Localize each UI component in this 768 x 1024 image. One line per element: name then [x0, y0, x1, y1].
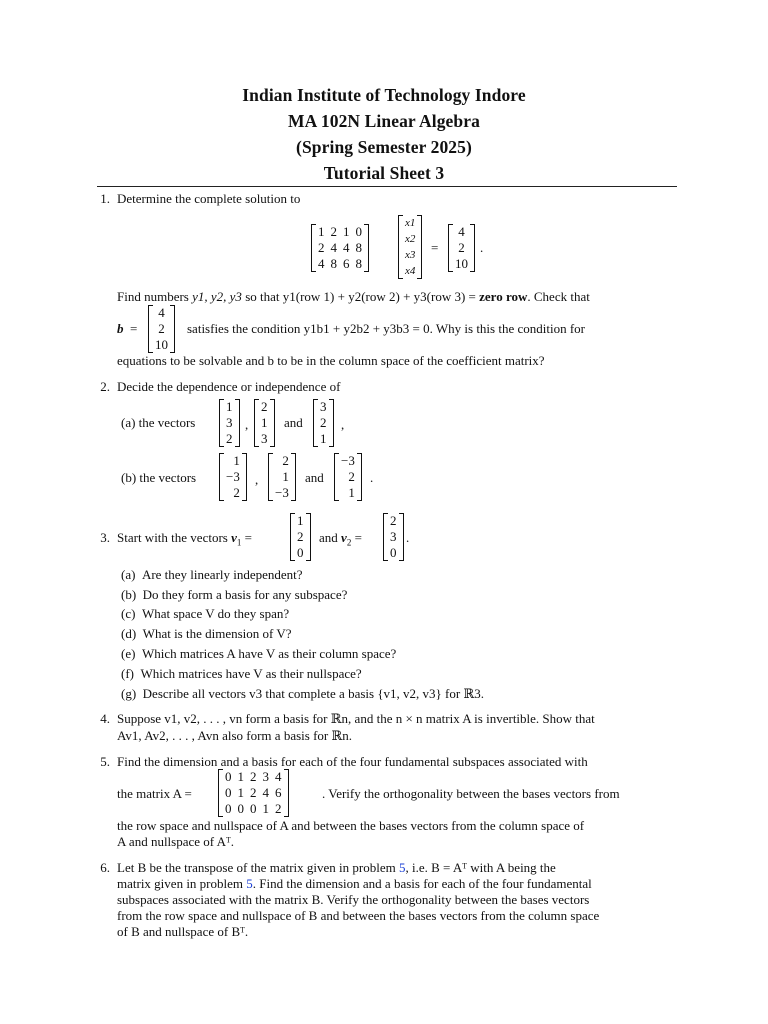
vector-entry: 3	[226, 415, 233, 430]
text-span: Let B be the transpose of the matrix given in problem	[117, 860, 399, 875]
problem-3-number: 3.	[100, 530, 110, 545]
vector-entry: 2	[233, 485, 240, 500]
problem-2b-vector-1	[219, 453, 247, 501]
vector-entry: −3	[341, 453, 355, 468]
problem-5-number: 5.	[100, 754, 110, 769]
equals-sign: =	[431, 240, 439, 255]
matrix-cell: 8	[355, 256, 362, 271]
header-rule	[97, 186, 677, 187]
matrix-cell: 3	[262, 769, 269, 784]
vector-entry: 2	[348, 469, 355, 484]
problem-1-rhs-vector	[448, 224, 475, 272]
comma: ,	[245, 417, 249, 432]
part-text: Are they linearly independent?	[141, 567, 303, 582]
vector-entry: 0	[297, 545, 304, 560]
vector-entry: 2	[320, 415, 327, 430]
matrix-cell: 8	[355, 240, 362, 255]
problem-2-number: 2.	[100, 379, 110, 394]
zero-row-emphasis: zero row	[479, 289, 528, 304]
matrix-cell: 4	[343, 240, 350, 255]
text-span: , i.e. B = Aᵀ with A being the	[405, 860, 556, 875]
problem-6-line-3: subspaces associated with the matrix B. Verify the orthogonality between the bases vectors	[117, 892, 590, 907]
problem-2b-vector-3	[334, 453, 362, 501]
semester: (Spring Semester 2025)	[296, 137, 472, 157]
comma: ,	[255, 472, 259, 487]
part-text: Do they form a basis for any subspace?	[142, 587, 348, 602]
part-text: Describe all vectors v3 that complete a basis {v1, v2, v3} for ℝ3.	[142, 686, 485, 701]
problem-3-part-c	[121, 606, 289, 622]
matrix-cell: 2	[330, 224, 337, 239]
vector-entry: 1	[348, 485, 355, 500]
matrix-cell: 1	[237, 769, 244, 784]
vector-entry: 4	[158, 305, 165, 320]
matrix-cell: 6	[275, 785, 282, 800]
problem-5-after-matrix: . Verify the orthogonality between the bases vectors from	[322, 786, 620, 801]
vector-entry: 1	[297, 513, 304, 528]
matrix-cell: 0	[237, 801, 244, 816]
problem-5-matrix-A	[218, 769, 289, 817]
problem-3-v2	[383, 513, 404, 561]
matrix-cell: 2	[318, 240, 325, 255]
vector-entry: 10	[455, 256, 468, 271]
part-label: (d)	[121, 626, 137, 641]
problem-5-line-4: A and nullspace of Aᵀ.	[117, 834, 234, 849]
vector-entry: 3	[390, 529, 397, 544]
period: .	[480, 240, 484, 255]
problem-2b-vector-2	[268, 453, 296, 501]
problem-2a-label: (a) the vectors	[121, 415, 196, 430]
problem-3-and-v2: and $v_2$ =	[319, 530, 362, 548]
matrix-cell: 2	[250, 769, 257, 784]
problem-4-line-1: Suppose v1, v2, . . . , vn form a basis for ℝn, and the n × n matrix A is invertible. Show that	[117, 711, 595, 726]
part-label: (e)	[121, 646, 136, 661]
vector-entry: 4	[458, 224, 465, 239]
problem-1-line-2: satisfies the condition y1b1 + y2b2 + y3b3 = 0. Why is this the condition for	[187, 321, 585, 336]
matrix-cell: 0	[250, 801, 257, 816]
problem-6-line-5: of B and nullspace of Bᵀ.	[117, 924, 249, 939]
vector-entry: 2	[458, 240, 465, 255]
text-span: . Check that	[527, 289, 590, 304]
vector-entry: 10	[155, 337, 168, 352]
problem-1-number: 1.	[100, 191, 110, 206]
problem-3-part-f	[121, 666, 362, 682]
problem-3-part-a	[121, 567, 303, 583]
part-text: What space V do they span?	[141, 606, 290, 621]
matrix-cell: 0	[225, 801, 232, 816]
part-text: What is the dimension of V?	[142, 626, 292, 641]
institute-name: Indian Institute of Technology Indore	[242, 85, 526, 105]
course-title: MA 102N Linear Algebra	[288, 111, 480, 131]
part-label: (a)	[121, 567, 136, 582]
problem-1-unknown-vector	[398, 215, 422, 279]
matrix-cell: 8	[330, 256, 337, 271]
vector-entry: 2	[261, 399, 268, 414]
problem-1-intro: Determine the complete solution to	[117, 191, 301, 206]
problem-2b-label: (b) the vectors	[121, 470, 197, 485]
sheet-title: Tutorial Sheet 3	[323, 163, 445, 183]
and-word: and	[305, 470, 324, 485]
vector-entry: 3	[261, 431, 268, 446]
vector-entry: 1	[233, 453, 240, 468]
text-span: y1, y2, y3	[192, 289, 242, 304]
problem-2a-vector-2	[254, 399, 275, 447]
matrix-cell: 0	[225, 769, 232, 784]
part-text: Which matrices have V as their nullspace?	[140, 666, 362, 681]
vector-entry: 0	[390, 545, 397, 560]
problem-4-number: 4.	[100, 711, 110, 726]
vector-entry: −3	[226, 469, 240, 484]
vector-entry: x3	[405, 249, 416, 261]
problem-1-b-vector	[148, 305, 175, 353]
matrix-cell: 1	[262, 801, 269, 816]
problem-1-line-1	[117, 289, 590, 305]
vector-entry: 1	[282, 469, 289, 484]
problem-2a-vector-1	[219, 399, 240, 447]
period: .	[406, 530, 410, 545]
problem-4-line-2: Av1, Av2, . . . , Avn also form a basis for ℝn.	[117, 728, 353, 743]
vector-entry: 1	[261, 415, 268, 430]
problem-2a-vector-3	[313, 399, 334, 447]
problem-3-part-g	[121, 686, 484, 702]
vector-entry: −3	[275, 485, 289, 500]
period: .	[370, 470, 374, 485]
matrix-cell: 1	[237, 785, 244, 800]
problem-6-line-2	[117, 876, 592, 892]
text-span: . Find the dimension and a basis for each of the four fundamental	[252, 876, 592, 891]
problem-2-intro: Decide the dependence or independence of	[117, 379, 341, 394]
problem-5-matrix-label: the matrix A =	[117, 786, 192, 801]
text-span: Start with the vectors	[117, 530, 228, 545]
vector-entry: 2	[226, 431, 233, 446]
vector-entry: 1	[320, 431, 327, 446]
document-header	[0, 82, 768, 186]
vector-entry: 3	[320, 399, 327, 414]
vector-entry: 2	[282, 453, 289, 468]
problem-5-line-1: Find the dimension and a basis for each of the four fundamental subspaces associated with	[117, 754, 588, 769]
matrix-cell: 1	[318, 224, 325, 239]
vector-entry: x1	[405, 217, 416, 229]
problem-3-part-d	[121, 626, 292, 642]
problem-3-part-b	[121, 587, 347, 603]
vector-entry: 2	[297, 529, 304, 544]
matrix-cell: 2	[250, 785, 257, 800]
and-word: and	[284, 415, 303, 430]
problem-3-part-e	[121, 646, 396, 662]
problem-5-line-3: the row space and nullspace of A and between the bases vectors from the column space of	[117, 818, 585, 833]
vector-entry: 2	[390, 513, 397, 528]
equals-sign: =	[130, 321, 138, 336]
matrix-cell: 4	[318, 256, 325, 271]
problem-6-number: 6.	[100, 860, 110, 875]
matrix-cell: 4	[330, 240, 337, 255]
matrix-cell: 1	[343, 224, 350, 239]
part-label: (f)	[121, 666, 134, 681]
matrix-cell: 0	[355, 224, 362, 239]
problem-6-line-1	[117, 860, 556, 876]
problem-5-reference-link[interactable]: 5	[398, 860, 406, 875]
matrix-cell: 6	[343, 256, 350, 271]
problem-1-line-3: equations to be solvable and b to be in the column space of the coefficient matrix?	[117, 353, 545, 368]
comma: ,	[341, 417, 345, 432]
matrix-cell: 4	[262, 785, 269, 800]
problem-5-reference-link[interactable]: 5	[246, 876, 253, 891]
part-label: (b)	[121, 587, 137, 602]
vector-entry: 2	[158, 321, 165, 336]
text-span: Find numbers	[117, 289, 193, 304]
problem-1-coefficient-matrix	[311, 224, 369, 272]
part-text: Which matrices A have V as their column space?	[141, 646, 397, 661]
vector-entry: x4	[405, 265, 416, 277]
matrix-cell: 2	[275, 801, 282, 816]
problem-3-v1	[290, 513, 311, 561]
vector-entry: 1	[226, 399, 233, 414]
matrix-cell: 4	[275, 769, 282, 784]
part-label: (g)	[121, 686, 137, 701]
matrix-cell: 0	[225, 785, 232, 800]
problem-6-line-4: from the row space and nullspace of B and between the bases vectors from the column space	[117, 908, 600, 923]
part-label: (c)	[121, 606, 136, 621]
text-span: so that y1(row 1) + y2(row 2) + y3(row 3) =	[241, 289, 480, 304]
vector-entry: x2	[405, 233, 416, 245]
b-symbol: b	[117, 321, 124, 336]
text-span: matrix given in problem	[117, 876, 247, 891]
problem-3-intro: Start with the vectors $v_1$ =	[117, 530, 252, 548]
